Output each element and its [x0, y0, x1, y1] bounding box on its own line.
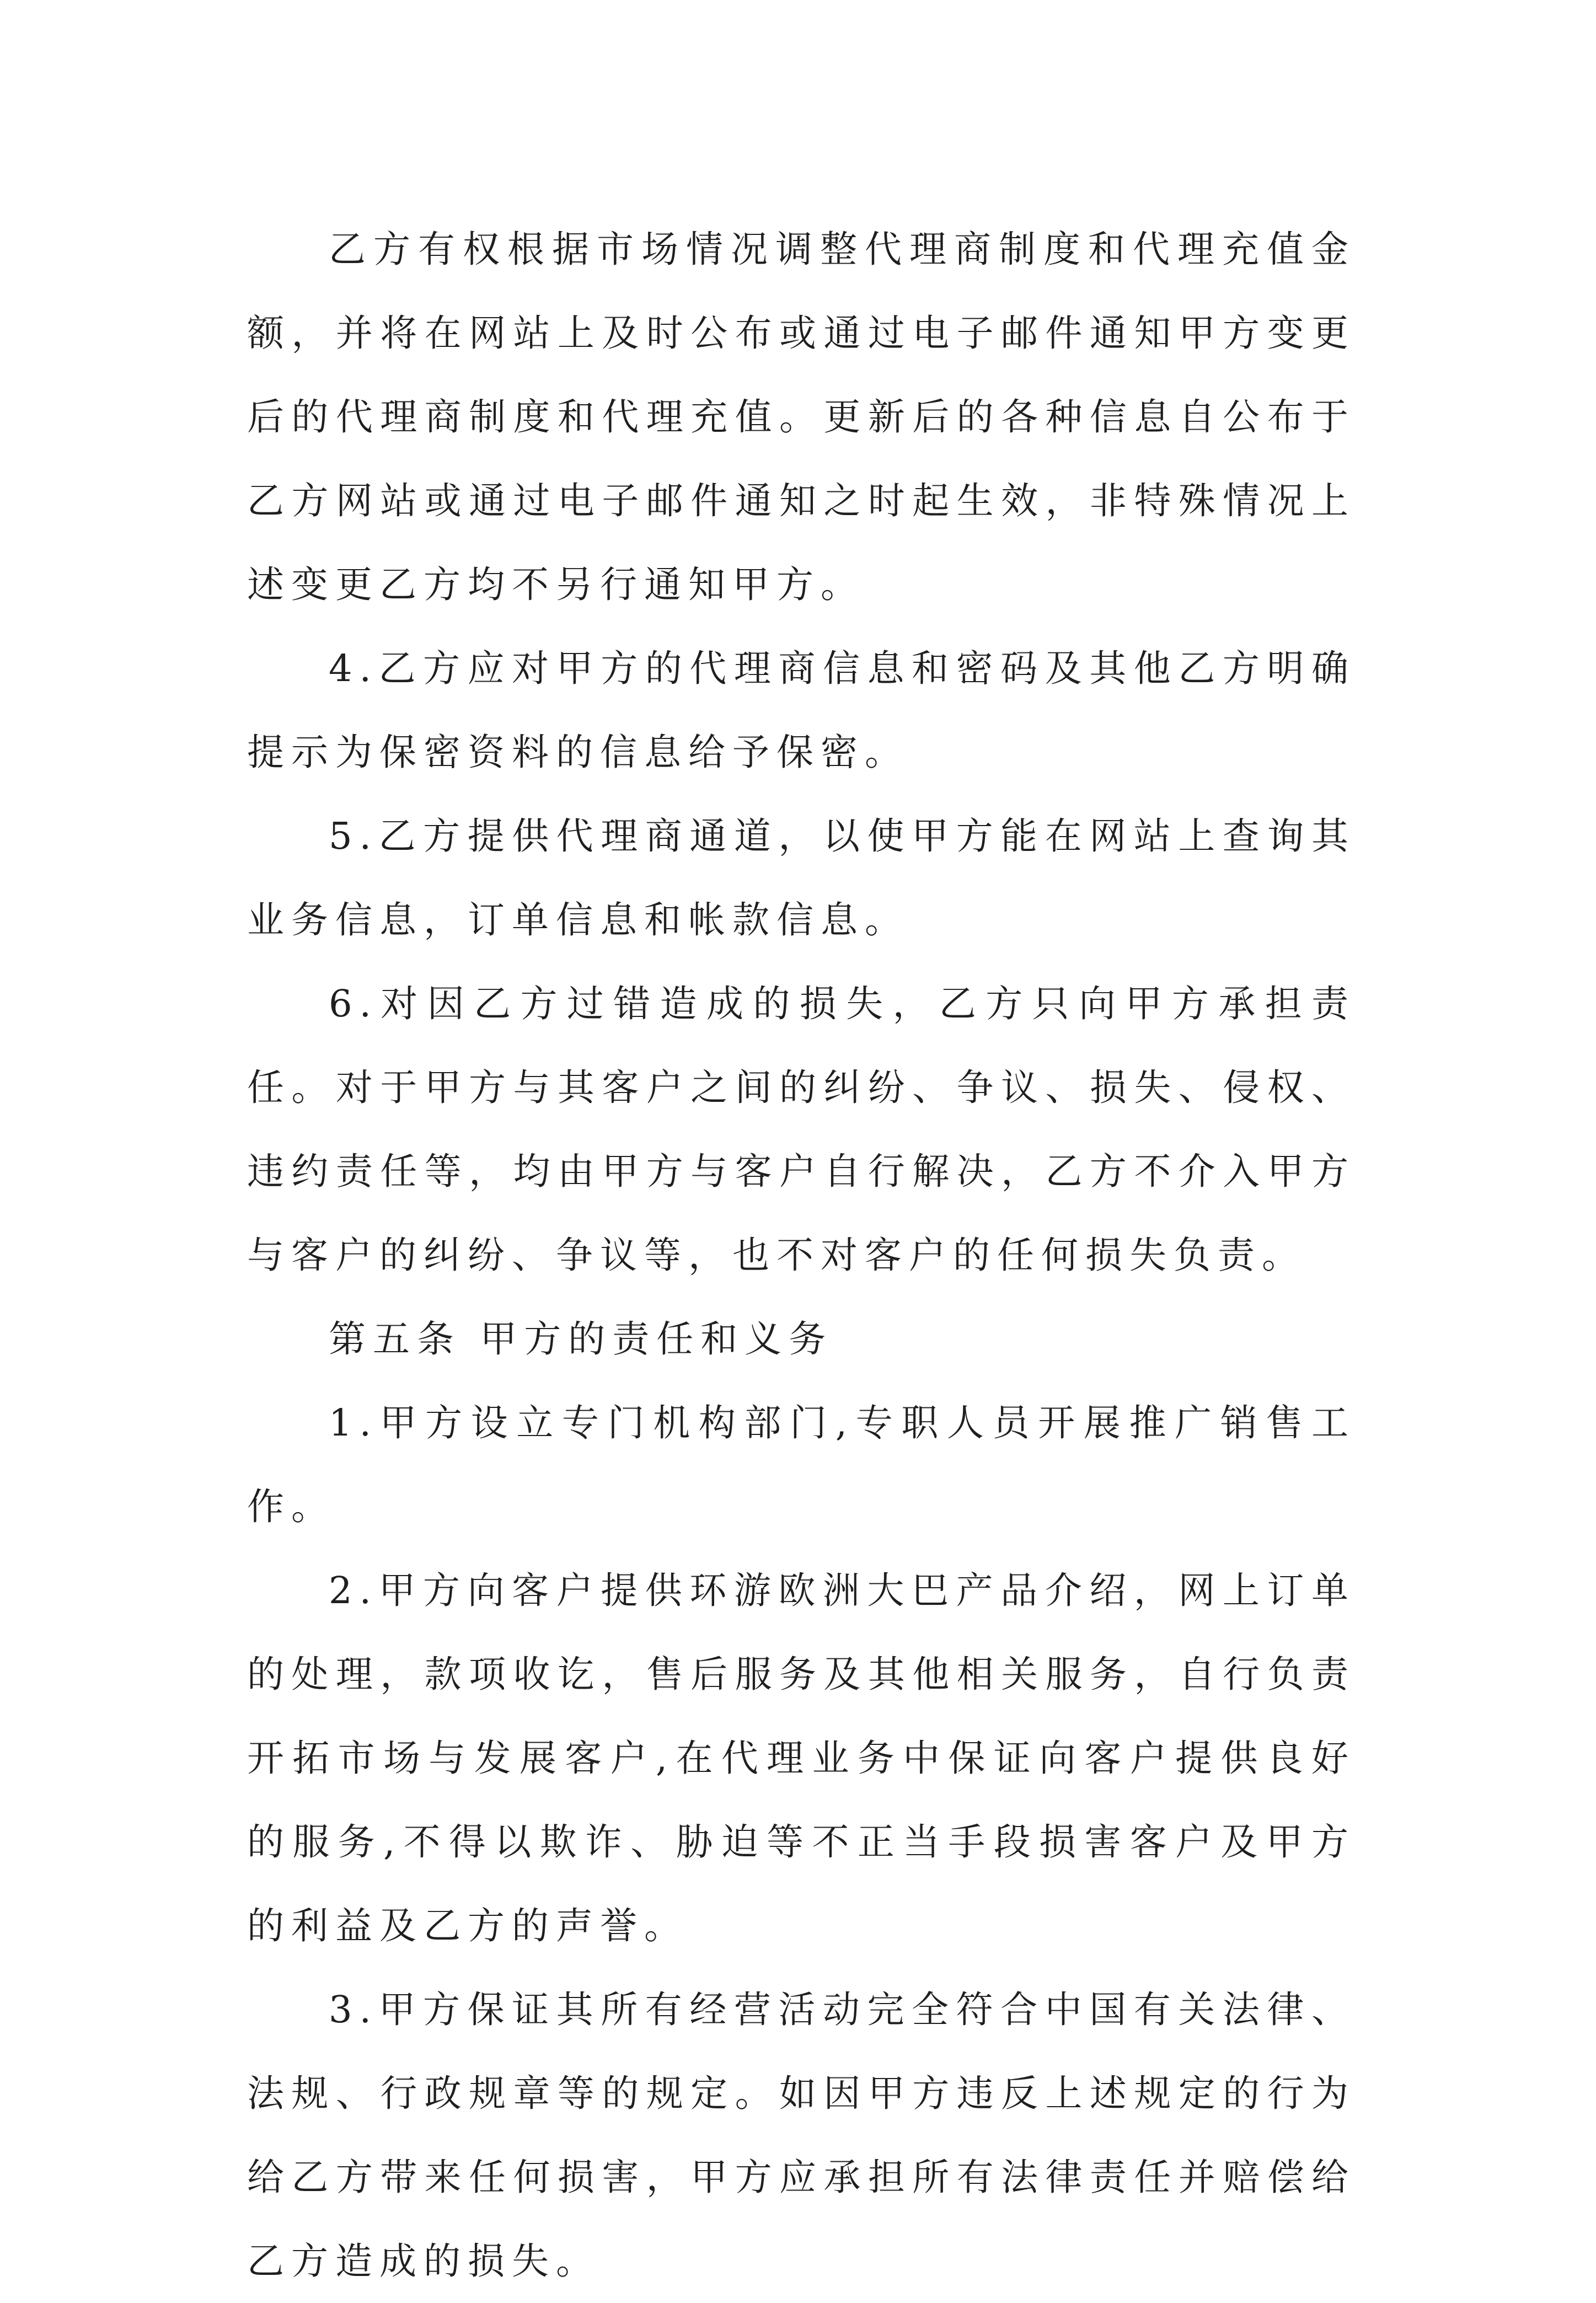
document-body [247, 207, 1356, 2303]
paragraph: 5.乙方提供代理商通道，以使甲方能在网站上查询其业务信息，订单信息和帐款信息。 [247, 815, 1356, 941]
paragraph: 乙方有权根据市场情况调整代理商制度和代理充值金额，并将在网站上及时公布或通过电子邮件通知甲方变更后的代理商制度和代理充值。更新后的各种信息自公布于乙方网站或通过电子邮件通知之时起生效，非特殊情况上述变更乙方均不另行通知甲方。 [247, 228, 1356, 606]
paragraph: 6.对因乙方过错造成的损失，乙方只向甲方承担责任。对于甲方与其客户之间的纠纷、争议、损失、侵权、违约责任等，均由甲方与客户自行解决，乙方不介入甲方与客户的纠纷、争议等，也不对客户的任何损失负责。 [247, 982, 1356, 1277]
section-heading: 第五条 甲方的责任和义务 [329, 1317, 833, 1361]
paragraph: 4.乙方应对甲方的代理商信息和密码及其他乙方明确提示为保密资料的信息给予保密。 [247, 647, 1356, 774]
paragraph: 1.甲方设立专门机构部门,专职人员开展推广销售工作。 [247, 1401, 1356, 1528]
paragraph: 2.甲方向客户提供环游欧洲大巴产品介绍，网上订单的处理，款项收讫，售后服务及其他相关服务，自行负责开拓市场与发展客户,在代理业务中保证向客户提供良好的服务,不得以欺诈、胁迫等不正当手段损害客户及甲方的利益及乙方的声誉。 [247, 1569, 1356, 1947]
paragraph: 3.甲方保证其所有经营活动完全符合中国有关法律、法规、行政规章等的规定。如因甲方违反上述规定的行为给乙方带来任何损害，甲方应承担所有法律责任并赔偿给乙方造成的损失。 [247, 1988, 1356, 2283]
